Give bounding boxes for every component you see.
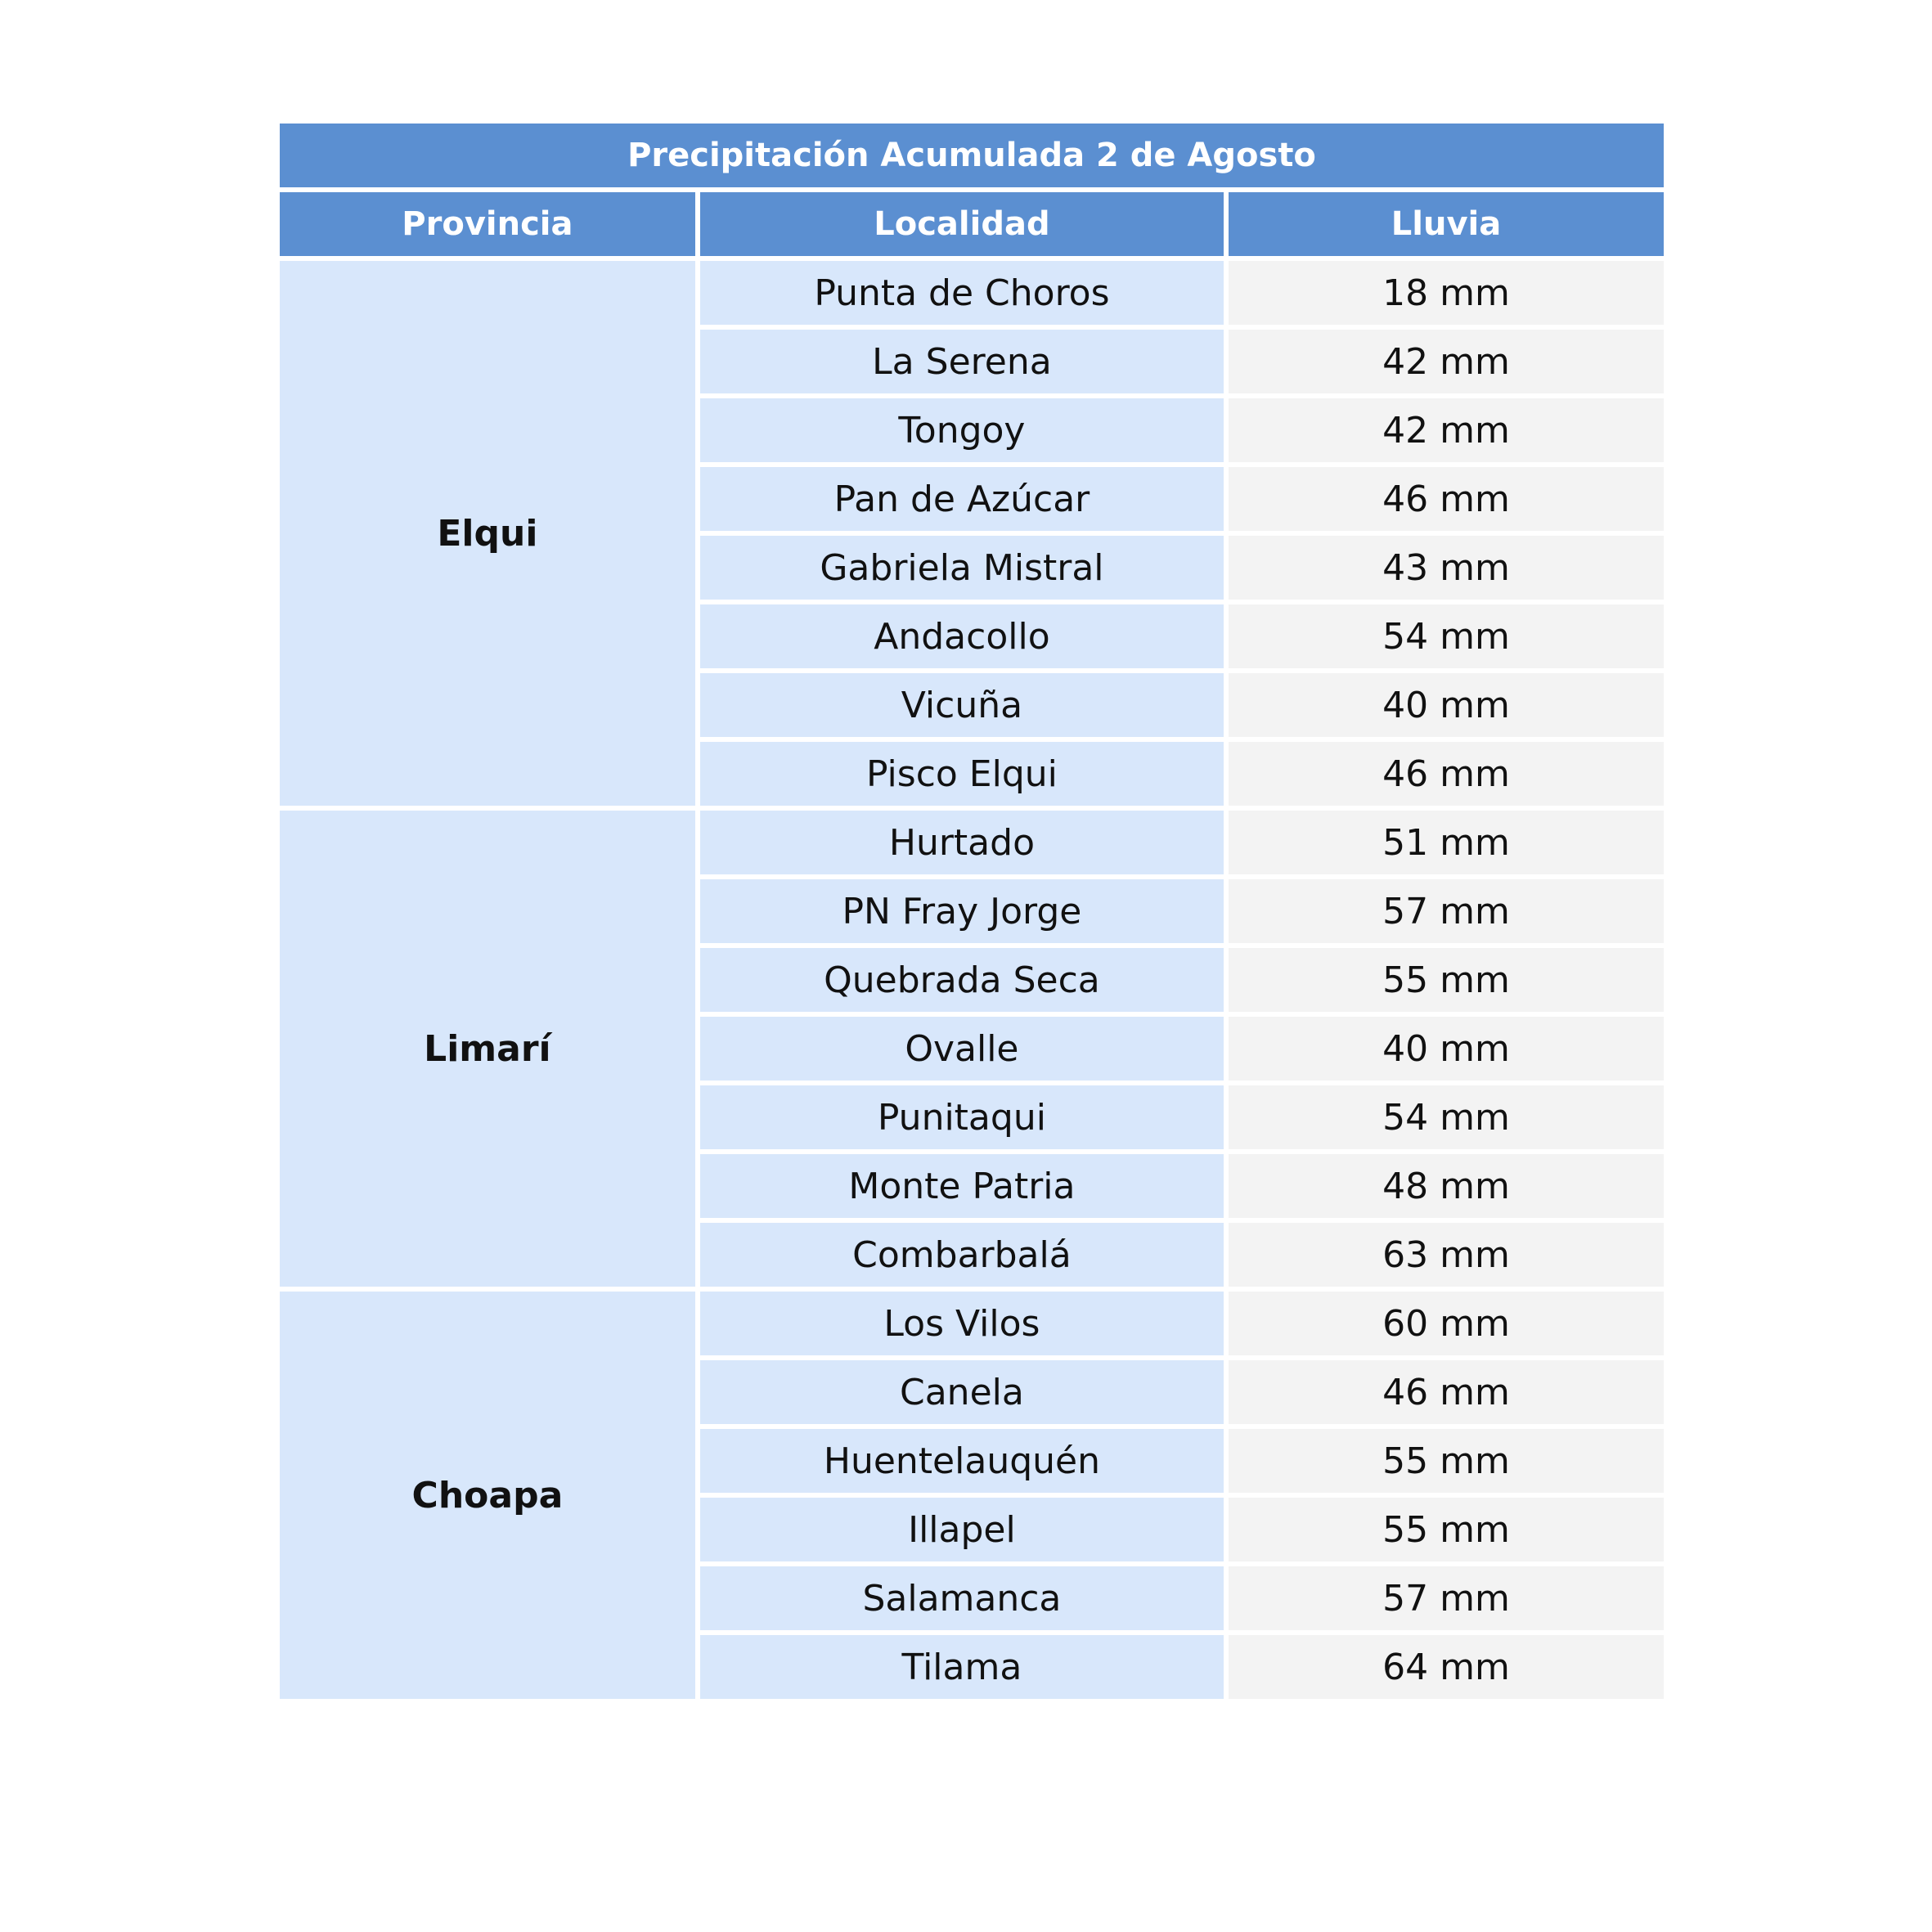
lluvia-cell: 46 mm [1229,467,1664,531]
localidad-cell: Canela [700,1360,1224,1424]
column-header-lluvia: Lluvia [1229,192,1664,256]
localidad-cell: Hurtado [700,811,1224,874]
localidad-cell: Huentelauquén [700,1429,1224,1493]
title-row [280,124,1664,187]
table-body [280,261,1664,1699]
localidad-cell: Vicuña [700,673,1224,737]
lluvia-cell: 60 mm [1229,1292,1664,1355]
table-title: Precipitación Acumulada 2 de Agosto [280,124,1664,187]
header-row [280,192,1664,256]
localidad-cell: Tongoy [700,398,1224,462]
localidad-cell: Illapel [700,1498,1224,1561]
localidad-cell: Combarbalá [700,1223,1224,1287]
lluvia-cell: 55 mm [1229,1429,1664,1493]
localidad-cell: Andacollo [700,604,1224,668]
localidad-cell: Punta de Choros [700,261,1224,325]
rainfall-table [275,119,1669,1704]
lluvia-cell: 42 mm [1229,330,1664,393]
localidad-cell: Gabriela Mistral [700,536,1224,600]
lluvia-cell: 48 mm [1229,1154,1664,1218]
provincia-cell: Limarí [280,811,695,1287]
column-header-provincia: Provincia [280,192,695,256]
lluvia-cell: 55 mm [1229,1498,1664,1561]
localidad-cell: Pan de Azúcar [700,467,1224,531]
lluvia-cell: 46 mm [1229,742,1664,806]
localidad-cell: Ovalle [700,1017,1224,1081]
lluvia-cell: 57 mm [1229,1566,1664,1630]
lluvia-cell: 46 mm [1229,1360,1664,1424]
localidad-cell: Tilama [700,1635,1224,1699]
localidad-cell: Quebrada Seca [700,948,1224,1012]
localidad-cell: La Serena [700,330,1224,393]
lluvia-cell: 57 mm [1229,879,1664,943]
lluvia-cell: 51 mm [1229,811,1664,874]
column-header-localidad: Localidad [700,192,1224,256]
lluvia-cell: 55 mm [1229,948,1664,1012]
table-row [280,261,1664,325]
provincia-cell: Elqui [280,261,695,806]
lluvia-cell: 54 mm [1229,604,1664,668]
lluvia-cell: 40 mm [1229,1017,1664,1081]
lluvia-cell: 63 mm [1229,1223,1664,1287]
table-row [280,1292,1664,1355]
provincia-cell: Choapa [280,1292,695,1699]
localidad-cell: Monte Patria [700,1154,1224,1218]
lluvia-cell: 18 mm [1229,261,1664,325]
localidad-cell: Pisco Elqui [700,742,1224,806]
lluvia-cell: 54 mm [1229,1085,1664,1149]
localidad-cell: Salamanca [700,1566,1224,1630]
lluvia-cell: 42 mm [1229,398,1664,462]
localidad-cell: Punitaqui [700,1085,1224,1149]
lluvia-cell: 43 mm [1229,536,1664,600]
localidad-cell: PN Fray Jorge [700,879,1224,943]
lluvia-cell: 64 mm [1229,1635,1664,1699]
localidad-cell: Los Vilos [700,1292,1224,1355]
table-row [280,811,1664,874]
rainfall-table-container [280,124,1664,1699]
lluvia-cell: 40 mm [1229,673,1664,737]
